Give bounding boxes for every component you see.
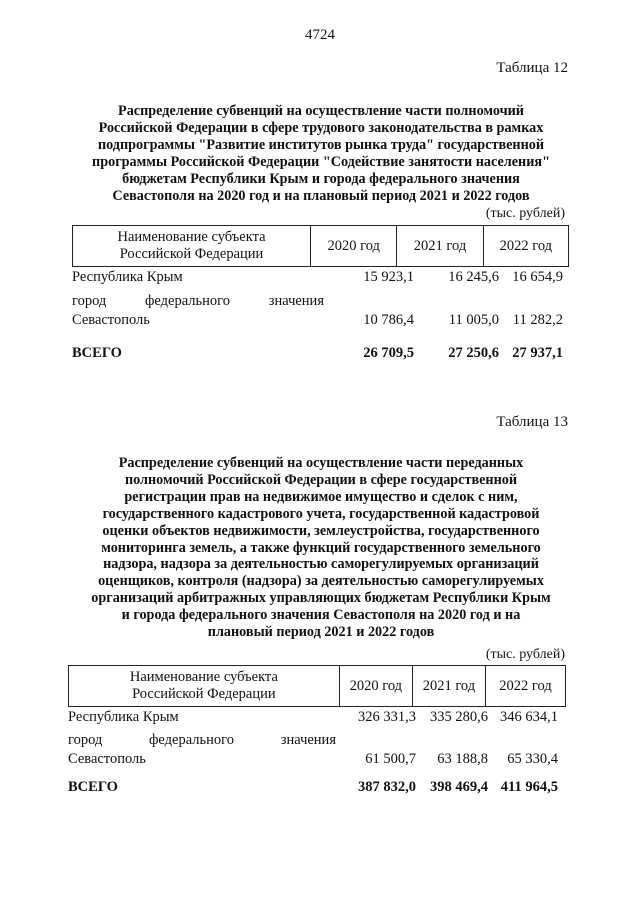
table13-label: Таблица 13 <box>496 414 568 430</box>
total-2021: 398 469,4 <box>430 779 488 795</box>
cell-2022: 65 330,4 <box>507 751 558 767</box>
table12-header <box>72 225 569 267</box>
heading-line: регистрации прав на недвижимое имущество и сделок с ним, <box>124 488 518 505</box>
cell-2020: 10 786,4 <box>363 312 414 328</box>
heading-line: оценки объектов недвижимости, землеустройства, государственного <box>102 522 540 539</box>
column-header-2021: 2021 год <box>397 226 483 267</box>
page-number: 4724 <box>305 27 335 43</box>
cell-2022: 16 654,9 <box>512 269 563 285</box>
row-name-line1: город федерального значения <box>68 732 336 748</box>
total-2022: 27 937,1 <box>512 345 563 361</box>
cell-2020: 15 923,1 <box>363 269 414 285</box>
cell-2022: 346 634,1 <box>500 709 558 725</box>
row-name-line2: Севастополь <box>72 312 150 328</box>
heading-line: подпрограммы "Развитие институтов рынка труда" государственной <box>97 137 545 153</box>
table12-units: (тыс. рублей) <box>485 206 565 221</box>
heading-line: полномочий Российской Федерации в сфере государственной <box>124 471 518 488</box>
cell-2021: 63 188,8 <box>437 751 488 767</box>
cell-2021: 16 245,6 <box>448 269 499 285</box>
table12-label: Таблица 12 <box>496 60 568 76</box>
column-header-subject: Наименование субъекта Российской Федерации <box>69 666 340 707</box>
cell-2021: 335 280,6 <box>430 709 488 725</box>
heading-line: государственного кадастрового учета, государственной кадастровой <box>102 505 540 522</box>
table13-units: (тыс. рублей) <box>485 647 565 662</box>
column-header-2021: 2021 год <box>412 666 485 707</box>
row-name-line2: Севастополь <box>68 751 146 767</box>
column-header-2022: 2022 год <box>485 666 565 707</box>
total-label: ВСЕГО <box>68 779 118 795</box>
column-header-2022: 2022 год <box>483 226 568 267</box>
total-2021: 27 250,6 <box>448 345 499 361</box>
row-name: Республика Крым <box>68 709 179 725</box>
heading-line: программы Российской Федерации "Содействие занятости населения" <box>92 154 550 170</box>
cell-2020: 61 500,7 <box>365 751 416 767</box>
total-2022: 411 964,5 <box>500 779 558 795</box>
heading-line: плановый период 2021 и 2022 годов <box>207 624 435 641</box>
row-name-line1: город федерального значения <box>72 293 324 309</box>
total-2020: 387 832,0 <box>358 779 416 795</box>
table13-header <box>68 665 566 707</box>
cell-2022: 11 282,2 <box>512 312 563 328</box>
heading-line: надзора, надзора за деятельностью саморегулируемых организаций <box>103 556 539 573</box>
cell-2021: 11 005,0 <box>448 312 499 328</box>
table13-heading <box>82 455 560 641</box>
heading-line: мониторинга земель, а также функций государственного земельного <box>101 539 541 556</box>
table12-body <box>72 268 569 368</box>
table13-body <box>68 708 566 798</box>
column-header-subject: Наименование субъекта Российской Федерации <box>73 226 311 267</box>
cell-2020: 326 331,3 <box>358 709 416 725</box>
heading-line: и города федерального значения Севастополя на 2020 год и на <box>121 607 521 624</box>
heading-line: организаций арбитражных управляющих бюджетам Республики Крым <box>91 590 551 607</box>
table12-heading <box>82 103 560 205</box>
heading-line: оценщиков, контроля (надзора) за деятельностью саморегулируемых <box>98 573 544 590</box>
column-header-2020: 2020 год <box>311 226 397 267</box>
row-name: Республика Крым <box>72 269 183 285</box>
heading-line: бюджетам Республики Крым и города федерального значения <box>122 171 520 187</box>
column-header-2020: 2020 год <box>339 666 412 707</box>
heading-line: Севастополя на 2020 год и на плановый период 2021 и 2022 годов <box>112 188 530 204</box>
total-2020: 26 709,5 <box>363 345 414 361</box>
total-label: ВСЕГО <box>72 345 122 361</box>
heading-line: Распределение субвенций на осуществление части полномочий <box>118 103 524 119</box>
heading-line: Российской Федерации в сфере трудового законодательства в рамках <box>98 120 544 136</box>
heading-line: Распределение субвенций на осуществление части переданных <box>118 455 524 471</box>
